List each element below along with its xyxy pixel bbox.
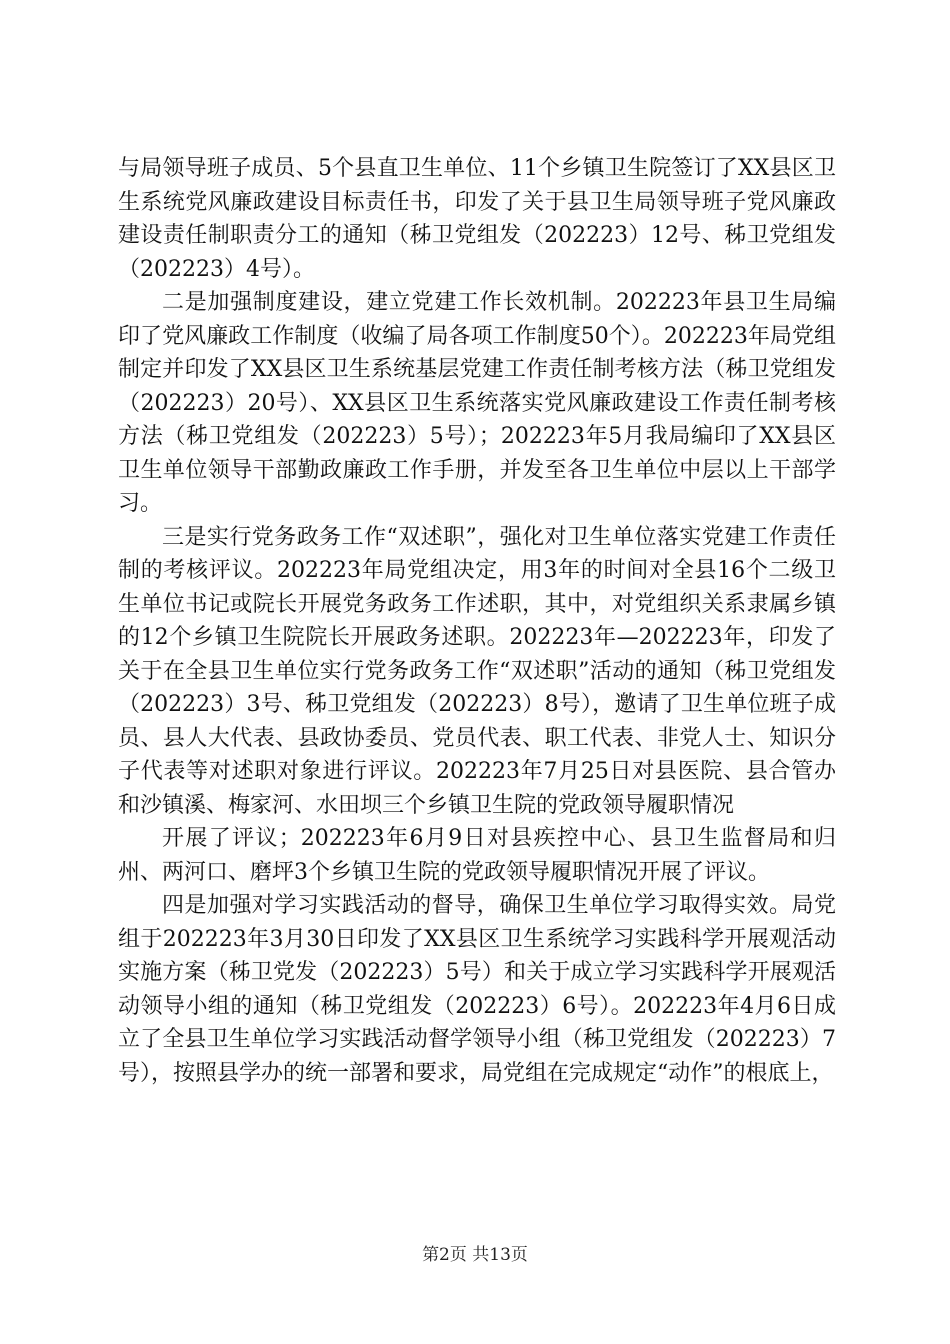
paragraph-item-3: 三是实行党务政务工作“双述职”，强化对卫生单位落实党建工作责任制的考核评议。202223年局党组决定，用3年的时间对全县16个二级卫生单位书记或院长开展党务政务工作述职，其中，对党组织关系隶属乡镇的12个乡镇卫生院院长开展政务述职。202223年—202223年，印发了关于在全县卫生单位实行党务政务工作“双述职”活动的通知（秭卫党组发（202223）3号、秭卫党组发（202223）8号），邀请了卫生单位班子成员、县人大代表、县政协委员、党员代表、职工代表、非党人士、知识分子代表等对述职对象进行评议。202223年7月25日对县医院、县合管办和沙镇溪、梅家河、水田坝三个乡镇卫生院的党政领导履职情况 [118, 524, 836, 818]
paragraph-continuation: 与局领导班子成员、5个县直卫生单位、11个乡镇卫生院签订了XX县区卫生系统党风廉政建设目标责任书，印发了关于县卫生局领导班子党风廉政建设责任制职责分工的通知（秭卫党组发（202223）12号、秭卫党组发（202223）4号）。 [118, 156, 836, 282]
paragraph-item-2: 二是加强制度建设，建立党建工作长效机制。202223年县卫生局编印了党风廉政工作制度（收编了局各项工作制度50个）。202223年局党组制定并印发了XX县区卫生系统基层党建工作责任制考核方法（秭卫党组发（202223）20号）、XX县区卫生系统落实党风廉政建设工作责任制考核方法（秭卫党组发（202223）5号）；202223年5月我局编印了XX县区卫生单位领导干部勤政廉政工作手册，并发至各卫生单位中层以上干部学习。 [118, 290, 836, 516]
paragraph-item-4: 四是加强对学习实践活动的督导，确保卫生单位学习取得实效。局党组于202223年3月30日印发了XX县区卫生系统学习实践科学开展观活动实施方案（秭卫党发（202223）5号）和关于成立学习实践科学开展观活动领导小组的通知（秭卫党组发（202223）6号）。202223年4月6日成立了全县卫生单位学习实践活动督学领导小组（秭卫党组发（202223）7号），按照县学办的统一部署和要求，局党组在完成规定“动作”的根底上， [118, 893, 836, 1086]
paragraph-item-3-continued: 开展了评议；202223年6月9日对县疾控中心、县卫生监督局和归州、两河口、磨坪3个乡镇卫生院的党政领导履职情况开展了评议。 [118, 826, 836, 885]
page-number-footer: 第2页 共13页 [422, 1245, 528, 1265]
document-body [118, 152, 836, 1090]
